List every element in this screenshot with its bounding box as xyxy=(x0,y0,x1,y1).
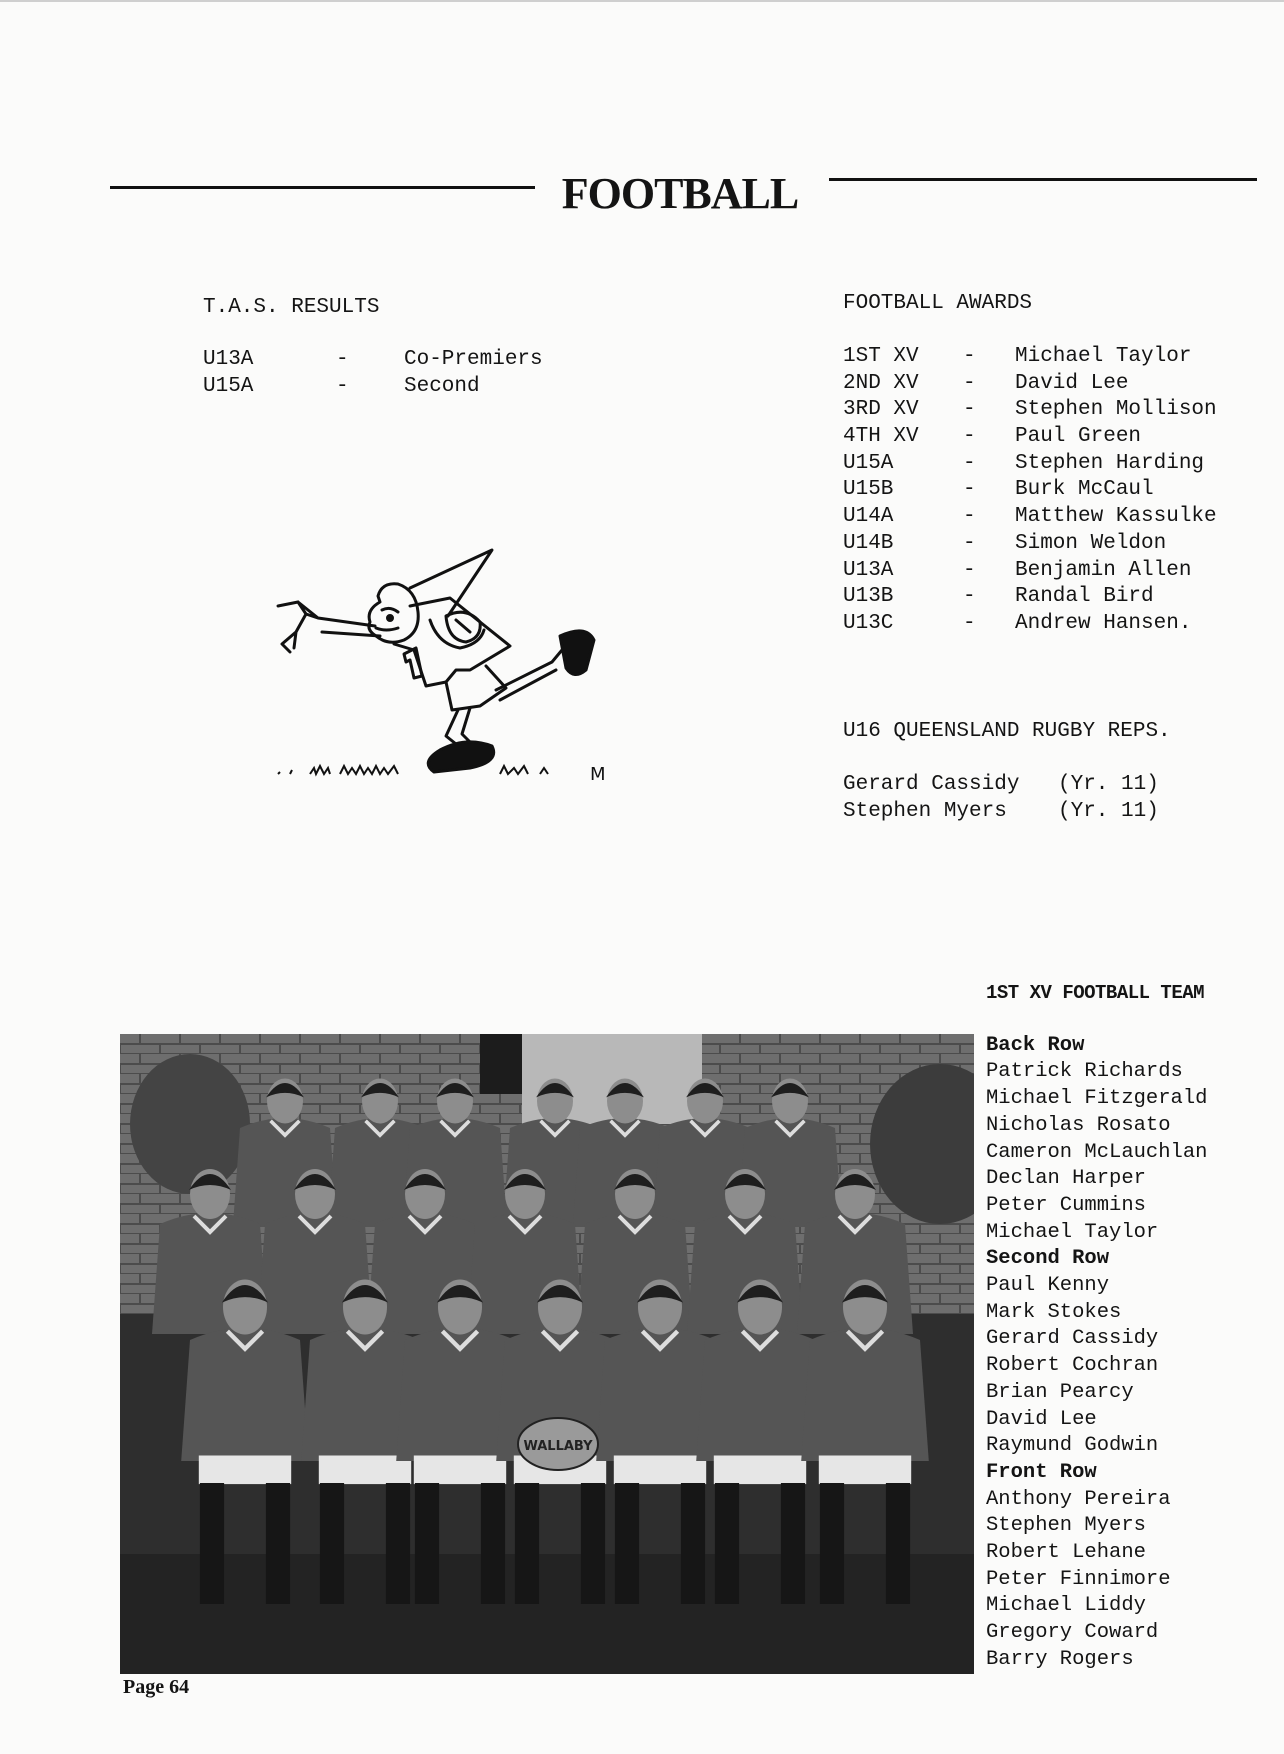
player-name: Robert Lehane xyxy=(986,1541,1146,1565)
table-row xyxy=(843,451,1217,478)
table-row xyxy=(203,374,543,401)
table-row xyxy=(843,531,1217,558)
page-title: FOOTBALL xyxy=(561,169,799,218)
dash-cell: - xyxy=(963,451,976,475)
name-cell: Michael Taylor xyxy=(1015,345,1192,368)
player-name: Peter Cummins xyxy=(986,1193,1146,1217)
name-cell: Paul Green xyxy=(1015,425,1142,449)
team-cell: U13A xyxy=(203,348,254,371)
name-cell: David Lee xyxy=(1015,371,1129,395)
player-name: Michael Taylor xyxy=(986,1220,1159,1244)
team-cell: U13C xyxy=(843,611,894,635)
wallaby-ball-text: WALLABY xyxy=(523,1439,593,1454)
player-name: Gerard Cassidy xyxy=(986,1327,1159,1351)
team-heading: 1ST XV FOOTBALL TEAM xyxy=(986,982,1205,1004)
tas-results-table xyxy=(203,347,543,400)
page-number: Page 64 xyxy=(123,1676,190,1698)
name-cell: Matthew Kassulke xyxy=(1015,505,1217,529)
team-cell: U14B xyxy=(843,531,894,555)
dash-cell: - xyxy=(963,425,976,449)
player-name: Stephen Myers xyxy=(986,1514,1146,1538)
rep-year: (Yr. 11) xyxy=(1058,773,1159,796)
football-awards-table xyxy=(843,344,1217,638)
player-name: Cameron McLauchlan xyxy=(986,1140,1208,1164)
name-cell: Stephen Harding xyxy=(1015,451,1205,475)
name-cell: Andrew Hansen. xyxy=(1015,611,1192,635)
player-name: Anthony Pereira xyxy=(986,1487,1171,1511)
name-cell: Simon Weldon xyxy=(1015,531,1167,555)
table-row xyxy=(843,799,1159,826)
team-cell: U15A xyxy=(843,451,894,475)
table-row xyxy=(843,558,1217,585)
table-row xyxy=(843,371,1217,398)
dash-cell: - xyxy=(336,348,349,371)
result-cell: Second xyxy=(404,374,480,398)
page-edge xyxy=(0,0,1284,2)
front-row-heading: Front Row xyxy=(986,1460,1097,1484)
team-cell: U13B xyxy=(843,585,894,609)
team-cell: U15A xyxy=(203,374,254,398)
player-name: Barry Rogers xyxy=(986,1647,1134,1671)
table-row xyxy=(843,584,1217,611)
qld-reps-heading: U16 QUEENSLAND RUGBY REPS. xyxy=(843,720,1171,743)
rep-year: (Yr. 11) xyxy=(1058,799,1159,823)
player-name: Raymund Godwin xyxy=(986,1434,1159,1458)
team-list xyxy=(986,980,1207,1674)
team-cell: U13A xyxy=(843,558,894,582)
player-name: David Lee xyxy=(986,1407,1097,1431)
title-rule-right xyxy=(829,178,1257,181)
player-name: Declan Harper xyxy=(986,1167,1146,1191)
player-name: Brian Pearcy xyxy=(986,1380,1134,1404)
team-cell: U14A xyxy=(843,505,894,529)
dash-cell: - xyxy=(963,558,976,582)
team-cell: 3RD XV xyxy=(843,398,919,422)
title-rule-left xyxy=(110,186,535,189)
table-row xyxy=(843,344,1217,371)
qld-reps-table xyxy=(843,772,1159,825)
name-cell: Stephen Mollison xyxy=(1015,398,1217,422)
player-name: Paul Kenny xyxy=(986,1274,1110,1298)
player-name: Peter Finnimore xyxy=(986,1567,1171,1591)
team-cell: 1ST XV xyxy=(843,345,919,368)
player-name: Nicholas Rosato xyxy=(986,1113,1171,1137)
team-photo xyxy=(120,1034,974,1674)
player-name: Mark Stokes xyxy=(986,1300,1122,1324)
dash-cell: - xyxy=(963,585,976,609)
cartoon-signature: M xyxy=(590,764,606,780)
team-cell: 2ND XV xyxy=(843,371,919,395)
dash-cell: - xyxy=(336,374,349,398)
team-cell: U15B xyxy=(843,478,894,502)
dash-cell: - xyxy=(963,531,976,555)
goblin-footballer-cartoon xyxy=(270,540,660,780)
table-row xyxy=(843,477,1217,504)
dash-cell: - xyxy=(963,505,976,529)
dash-cell: - xyxy=(963,398,976,422)
name-cell: Burk McCaul xyxy=(1015,478,1154,502)
table-row xyxy=(843,504,1217,531)
dash-cell: - xyxy=(963,345,976,368)
dash-cell: - xyxy=(963,478,976,502)
player-name: Michael Liddy xyxy=(986,1594,1146,1618)
player-name: Patrick Richards xyxy=(986,1060,1183,1084)
table-row xyxy=(843,424,1217,451)
back-row-heading: Back Row xyxy=(986,1033,1085,1057)
name-cell: Randal Bird xyxy=(1015,585,1154,609)
rep-name: Gerard Cassidy xyxy=(843,773,1020,796)
table-row xyxy=(203,347,543,374)
second-row-heading: Second Row xyxy=(986,1247,1110,1271)
player-name: Robert Cochran xyxy=(986,1354,1159,1378)
player-name: Gregory Coward xyxy=(986,1621,1159,1645)
name-cell: Benjamin Allen xyxy=(1015,558,1192,582)
tas-results-heading: T.A.S. RESULTS xyxy=(203,296,380,319)
team-cell: 4TH XV xyxy=(843,425,919,449)
table-row xyxy=(843,611,1217,638)
dash-cell: - xyxy=(963,611,976,635)
football-awards-heading: FOOTBALL AWARDS xyxy=(843,292,1033,315)
table-row xyxy=(843,397,1217,424)
dash-cell: - xyxy=(963,371,976,395)
result-cell: Co-Premiers xyxy=(404,348,543,371)
rep-name: Stephen Myers xyxy=(843,799,1007,823)
player-name: Michael Fitzgerald xyxy=(986,1087,1208,1111)
table-row xyxy=(843,772,1159,799)
